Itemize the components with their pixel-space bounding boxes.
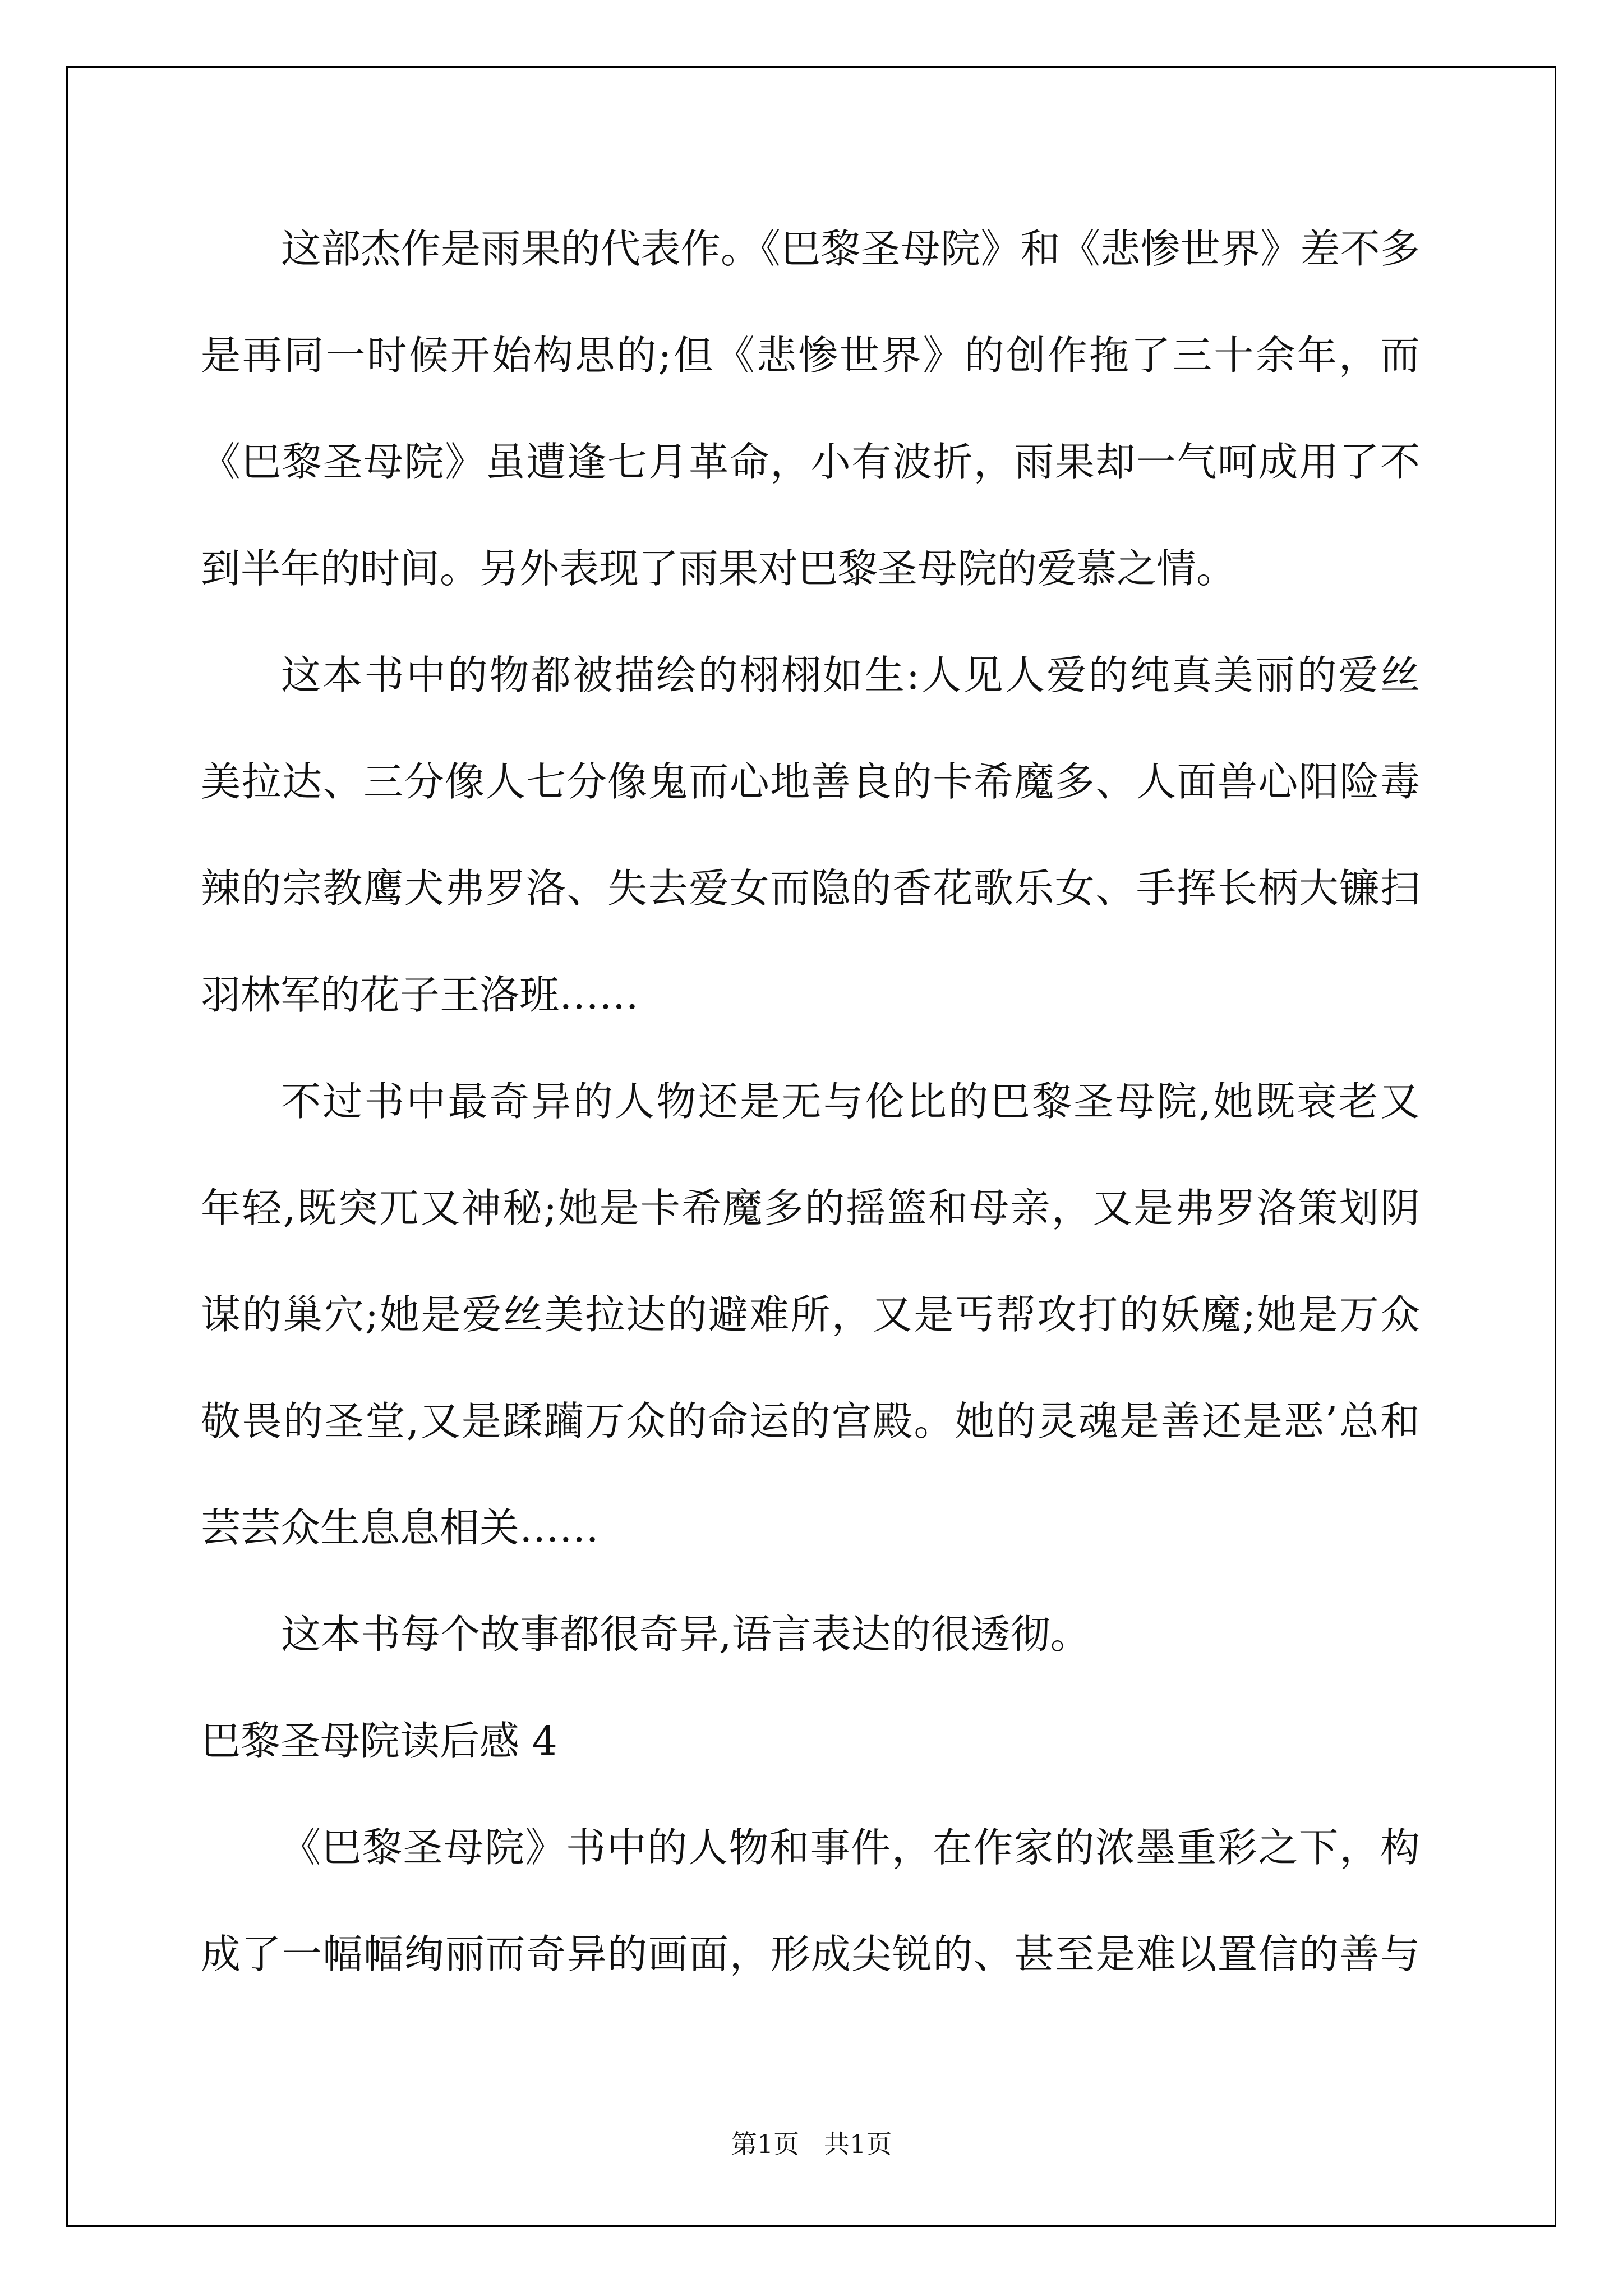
section-heading-text: 巴黎圣母院读后感 4 — [201, 1718, 557, 1764]
paragraph-3 — [201, 1048, 1420, 1581]
paragraph-1 — [201, 196, 1420, 622]
page-total: 共1页 — [824, 2129, 892, 2159]
paragraph-line: 敬畏的圣堂,又是蹂躏万众的命运的宫殿。她的灵魂是善还是恶’总和 — [201, 1398, 1420, 1444]
paragraph-line: 到半年的时间。另外表现了雨果对巴黎圣母院的爱慕之情。 — [201, 545, 1237, 592]
paragraph-line: 美拉达、三分像人七分像鬼而心地善良的卡希魔多、人面兽心阳险毒 — [201, 758, 1420, 805]
paragraph-2 — [201, 622, 1420, 1048]
paragraph-line: 辣的宗教鹰犬弗罗洛、失去爱女而隐的香花歌乐女、手挥长柄大镰扫 — [201, 865, 1420, 912]
page-footer — [0, 2127, 1623, 2161]
paragraph-line: 《巴黎圣母院》书中的人物和事件，在作家的浓墨重彩之下，构 — [281, 1824, 1420, 1871]
paragraph-line: 芸芸众生息息相关…… — [201, 1504, 600, 1551]
paragraph-line: 年轻,既突兀又神秘;她是卡希魔多的摇篮和母亲，又是弗罗洛策划阴 — [201, 1185, 1420, 1231]
paragraph-line: 这部杰作是雨果的代表作。《巴黎圣母院》和《悲惨世界》差不多 — [281, 226, 1420, 272]
paragraph-5 — [201, 1795, 1420, 2008]
paragraph-line: 这本书中的物都被描绘的栩栩如生:人见人爱的纯真美丽的爱丝 — [281, 652, 1420, 698]
paragraph-line: 谋的巢穴;她是爱丝美拉达的避难所，又是丐帮攻打的妖魔;她是万众 — [201, 1291, 1420, 1338]
paragraph-line: 这本书每个故事都很奇异,语言表达的很透彻。 — [281, 1611, 1090, 1658]
paragraph-line: 是再同一时候开始构思的;但《悲惨世界》的创作拖了三十余年，而 — [201, 332, 1420, 379]
document-body — [201, 196, 1420, 2008]
paragraph-line: 不过书中最奇异的人物还是无与伦比的巴黎圣母院,她既衰老又 — [281, 1078, 1420, 1125]
paragraph-line: 羽林军的花子王洛班…… — [201, 972, 639, 1018]
page-number: 第1页 — [731, 2129, 799, 2159]
paragraph-line: 成了一幅幅绚丽而奇异的画面，形成尖锐的、甚至是难以置信的善与 — [201, 1931, 1420, 1977]
section-heading — [201, 1688, 1420, 1795]
paragraph-4 — [201, 1581, 1420, 1688]
paragraph-line: 《巴黎圣母院》虽遭逢七月革命，小有波折，雨果却一气呵成用了不 — [201, 439, 1420, 485]
